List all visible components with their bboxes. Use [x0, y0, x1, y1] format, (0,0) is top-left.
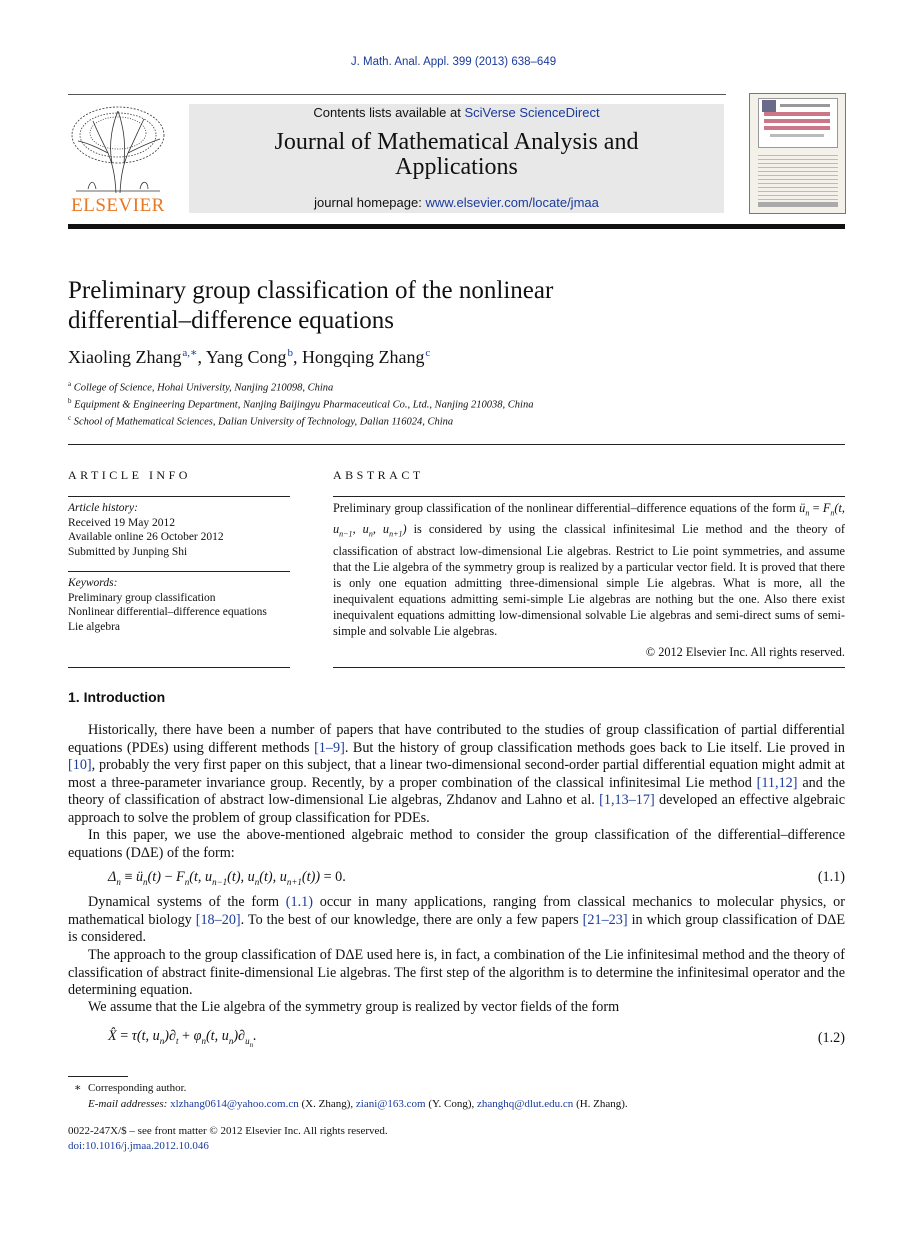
citation-link[interactable]: [1–9] [314, 739, 345, 756]
email-owner: (Y. Cong), [425, 1098, 478, 1110]
received-date: Received 19 May 2012 [68, 516, 175, 529]
abstract-part: is considered by using the classical infinitesimal Lie method and the theory of classification of abstract low-dimensional Lie algebras. Restrict to Lie point symmetries, and assume that the Lie algebra of the symmetry group is realized by a particular vector field. It is proved that there is only one equation admitting three-dimensional simple Lie algebras. What is more, all the inequivalent equations admitting semi-simple Lie algebras are nothing but the one. Also there exist inequivalent equations admitting low-dimensional solvable Lie algebras and semi-direct sums of semi-simple and solvable Lie algebras. [333, 522, 846, 638]
header-thick-rule [68, 224, 845, 229]
author-list: Xiaoling Zhang $^{a,∗}$, Yang Cong $^b$, Hongqing Zhang $^c$ [68, 347, 431, 367]
email-link[interactable]: xlzhang0614@yahoo.com.cn [170, 1098, 299, 1110]
intro-paragraph-2: In this paper, we use the above-mentioned algebraic method to consider the group classification of the differential–difference equations (DΔE) of the form: [68, 827, 845, 861]
text-run: . To the best of our knowledge, there are only a few papers [240, 911, 583, 928]
affiliation-mark: a [68, 380, 72, 388]
doi-link[interactable]: doi:10.1016/j.jmaa.2012.10.046 [68, 1140, 209, 1152]
email-link[interactable]: zhanghq@dlut.edu.cn [477, 1098, 574, 1110]
email-link[interactable]: ziani@163.com [355, 1098, 426, 1110]
citation-link[interactable]: [1,13–17] [599, 792, 655, 809]
author-name: Hongqing Zhang [301, 347, 425, 367]
article-info-heading: ARTICLE INFO [68, 468, 191, 482]
equation-1-2: X̂ = τ(t, $u_n)\partial_t + \varphi_n(t$, $u_n)\partial_{u_n}$. [108, 1028, 257, 1049]
article-title-line2: differential–difference equations [68, 307, 395, 334]
author-affiliation-mark[interactable]: a,∗ [182, 347, 198, 359]
affiliation-mark: b [68, 397, 72, 405]
citation-link[interactable]: [11,12] [756, 774, 798, 791]
abstract-inline-equation: $ü_n = F_n(t$, $u_{n-1}$, $u_n$, $u_{n+1}$) [333, 501, 845, 539]
citation-link[interactable]: [18–20] [195, 911, 241, 928]
header-top-rule [68, 94, 726, 95]
article-history [68, 501, 290, 559]
issn-line: 0022-247X/$ – see front matter © 2012 Elsevier Inc. All rights reserved. [68, 1125, 388, 1137]
email-owner: (X. Zhang), [298, 1098, 356, 1110]
email-footnote [88, 1098, 628, 1110]
homepage-link[interactable]: www.elsevier.com/locate/jmaa [425, 195, 599, 210]
journal-reference[interactable]: J. Math. Anal. Appl. 399 (2013) 638–649 [350, 56, 557, 68]
history-rule [68, 571, 290, 572]
article-title [68, 276, 768, 336]
keywords-label: Keywords: [68, 577, 118, 589]
citation-link[interactable]: [10] [68, 757, 92, 774]
copyright-line: © 2012 Elsevier Inc. All rights reserved. [645, 645, 845, 659]
equation-ref-link[interactable]: (1.1) [285, 894, 313, 910]
abstract-part: Preliminary group classification of the nonlinear differential–difference equations of the form [333, 501, 800, 515]
article-info-rule [68, 496, 290, 497]
abstract-text [333, 500, 845, 639]
citation-link[interactable]: [21–23] [582, 911, 628, 928]
text-run: , probably the very first paper on this subject, that a linear two-dimensional second-order partial differential equation might admit at most a three-parameter invariance group. Recently, by a proper combination of the classical infinitesimal Lie method [68, 757, 845, 791]
section-heading: 1. Introduction [68, 689, 166, 705]
text-run: . But the history of group classification methods goes back to Lie itself. Lie proved in [344, 739, 845, 756]
footnote-star: ∗ [74, 1082, 82, 1094]
intro-paragraph-3 [68, 894, 845, 947]
journal-title [189, 130, 724, 180]
sciencedirect-link[interactable]: SciVerse ScienceDirect [464, 105, 600, 120]
author-affiliation-mark[interactable]: c [425, 347, 431, 359]
author-name: Xiaoling Zhang [68, 347, 182, 367]
author-name: Yang Cong [205, 347, 287, 367]
elsevier-tree-logo [68, 103, 168, 195]
keyword: Lie algebra [68, 620, 121, 633]
text-run: developed an effective algebraic approach to solve the problem of group classification for PDEs. [68, 792, 845, 826]
equation-number: (1.2) [817, 1030, 845, 1046]
affiliation [68, 414, 453, 428]
article-title-line1: Preliminary group classification of the nonlinear [68, 277, 554, 304]
equation-number: (1.1) [817, 869, 845, 885]
online-date: Available online 26 October 2012 [68, 531, 224, 543]
text-run: in which group classification of DΔE is considered. [68, 911, 845, 946]
affiliation-text: College of Science, Hohai University, Nanjing 210098, China [73, 382, 334, 394]
keywords-rule [68, 667, 290, 668]
footnote-rule [68, 1076, 128, 1077]
homepage-line [189, 195, 724, 210]
intro-paragraph-1 [68, 722, 845, 828]
affiliation [68, 397, 533, 411]
publisher-logo-text: ELSEVIER [71, 195, 165, 216]
abstract-bottom-rule [333, 667, 845, 668]
intro-paragraph-4: The approach to the group classification of DΔE used here is, in fact, a combination of the Lie infinitesimal method and the theory of classification of abstract finite-dimensional Lie algebras. The first step of the algorithm is to determine the infinitesimal operator and the determining equation. [68, 947, 845, 999]
affiliation-text: School of Mathematical Sciences, Dalian University of Technology, Dalian 116024, China [73, 416, 454, 428]
abstract-rule [333, 496, 845, 497]
corresponding-author-note: Corresponding author. [88, 1082, 187, 1094]
email-owner: (H. Zhang). [573, 1098, 628, 1110]
intro-paragraph-5: We assume that the Lie algebra of the symmetry group is realized by vector fields of the form [88, 999, 620, 1015]
homepage-prefix: journal homepage: [314, 195, 426, 210]
affiliation-text: Equipment & Engineering Department, Nanjing Baijingyu Pharmaceutical Co., Ltd., Nanjing 210038, China [74, 399, 534, 411]
contents-prefix: Contents lists available at [313, 105, 465, 120]
affiliation-mark: c [68, 414, 72, 422]
affiliation-rule [68, 444, 845, 445]
affiliation [68, 380, 333, 394]
contents-line [189, 105, 724, 120]
history-label: Article history: [68, 502, 138, 514]
abstract-heading: ABSTRACT [333, 468, 424, 482]
journal-title-line1: Journal of Mathematical Analysis and [274, 129, 639, 155]
journal-title-line2: Applications [395, 154, 518, 180]
email-label: E-mail addresses: [88, 1098, 168, 1110]
text-run: and the theory of classification of abstract low-dimensional Lie algebras, Zhdanov and Lahno et al. [68, 774, 845, 809]
text-run: Dynamical systems of the form [88, 894, 286, 910]
text-run: occur in many applications, ranging from classical mechanics to molecular physics, or mathematical biology [68, 894, 845, 928]
equation-1-1: $\Delta_n$ ≡ $ü_n(t) - F_n(t$, $u_{n-1}(t)$, $u_n(t)$, $u_{n+1}(t)) = 0$. [108, 869, 346, 887]
text-run: Historically, there have been a number of papers that have contributed to the studies of group classification of partial differential equations (PDEs) using different methods [68, 722, 845, 756]
journal-cover-thumbnail[interactable] [749, 93, 846, 214]
keywords-block [68, 576, 290, 634]
author-affiliation-mark[interactable]: b [287, 347, 293, 359]
keyword: Nonlinear differential–difference equations [68, 606, 267, 618]
submitted-by: Submitted by Junping Shi [68, 545, 188, 558]
keyword: Preliminary group classification [68, 591, 216, 604]
